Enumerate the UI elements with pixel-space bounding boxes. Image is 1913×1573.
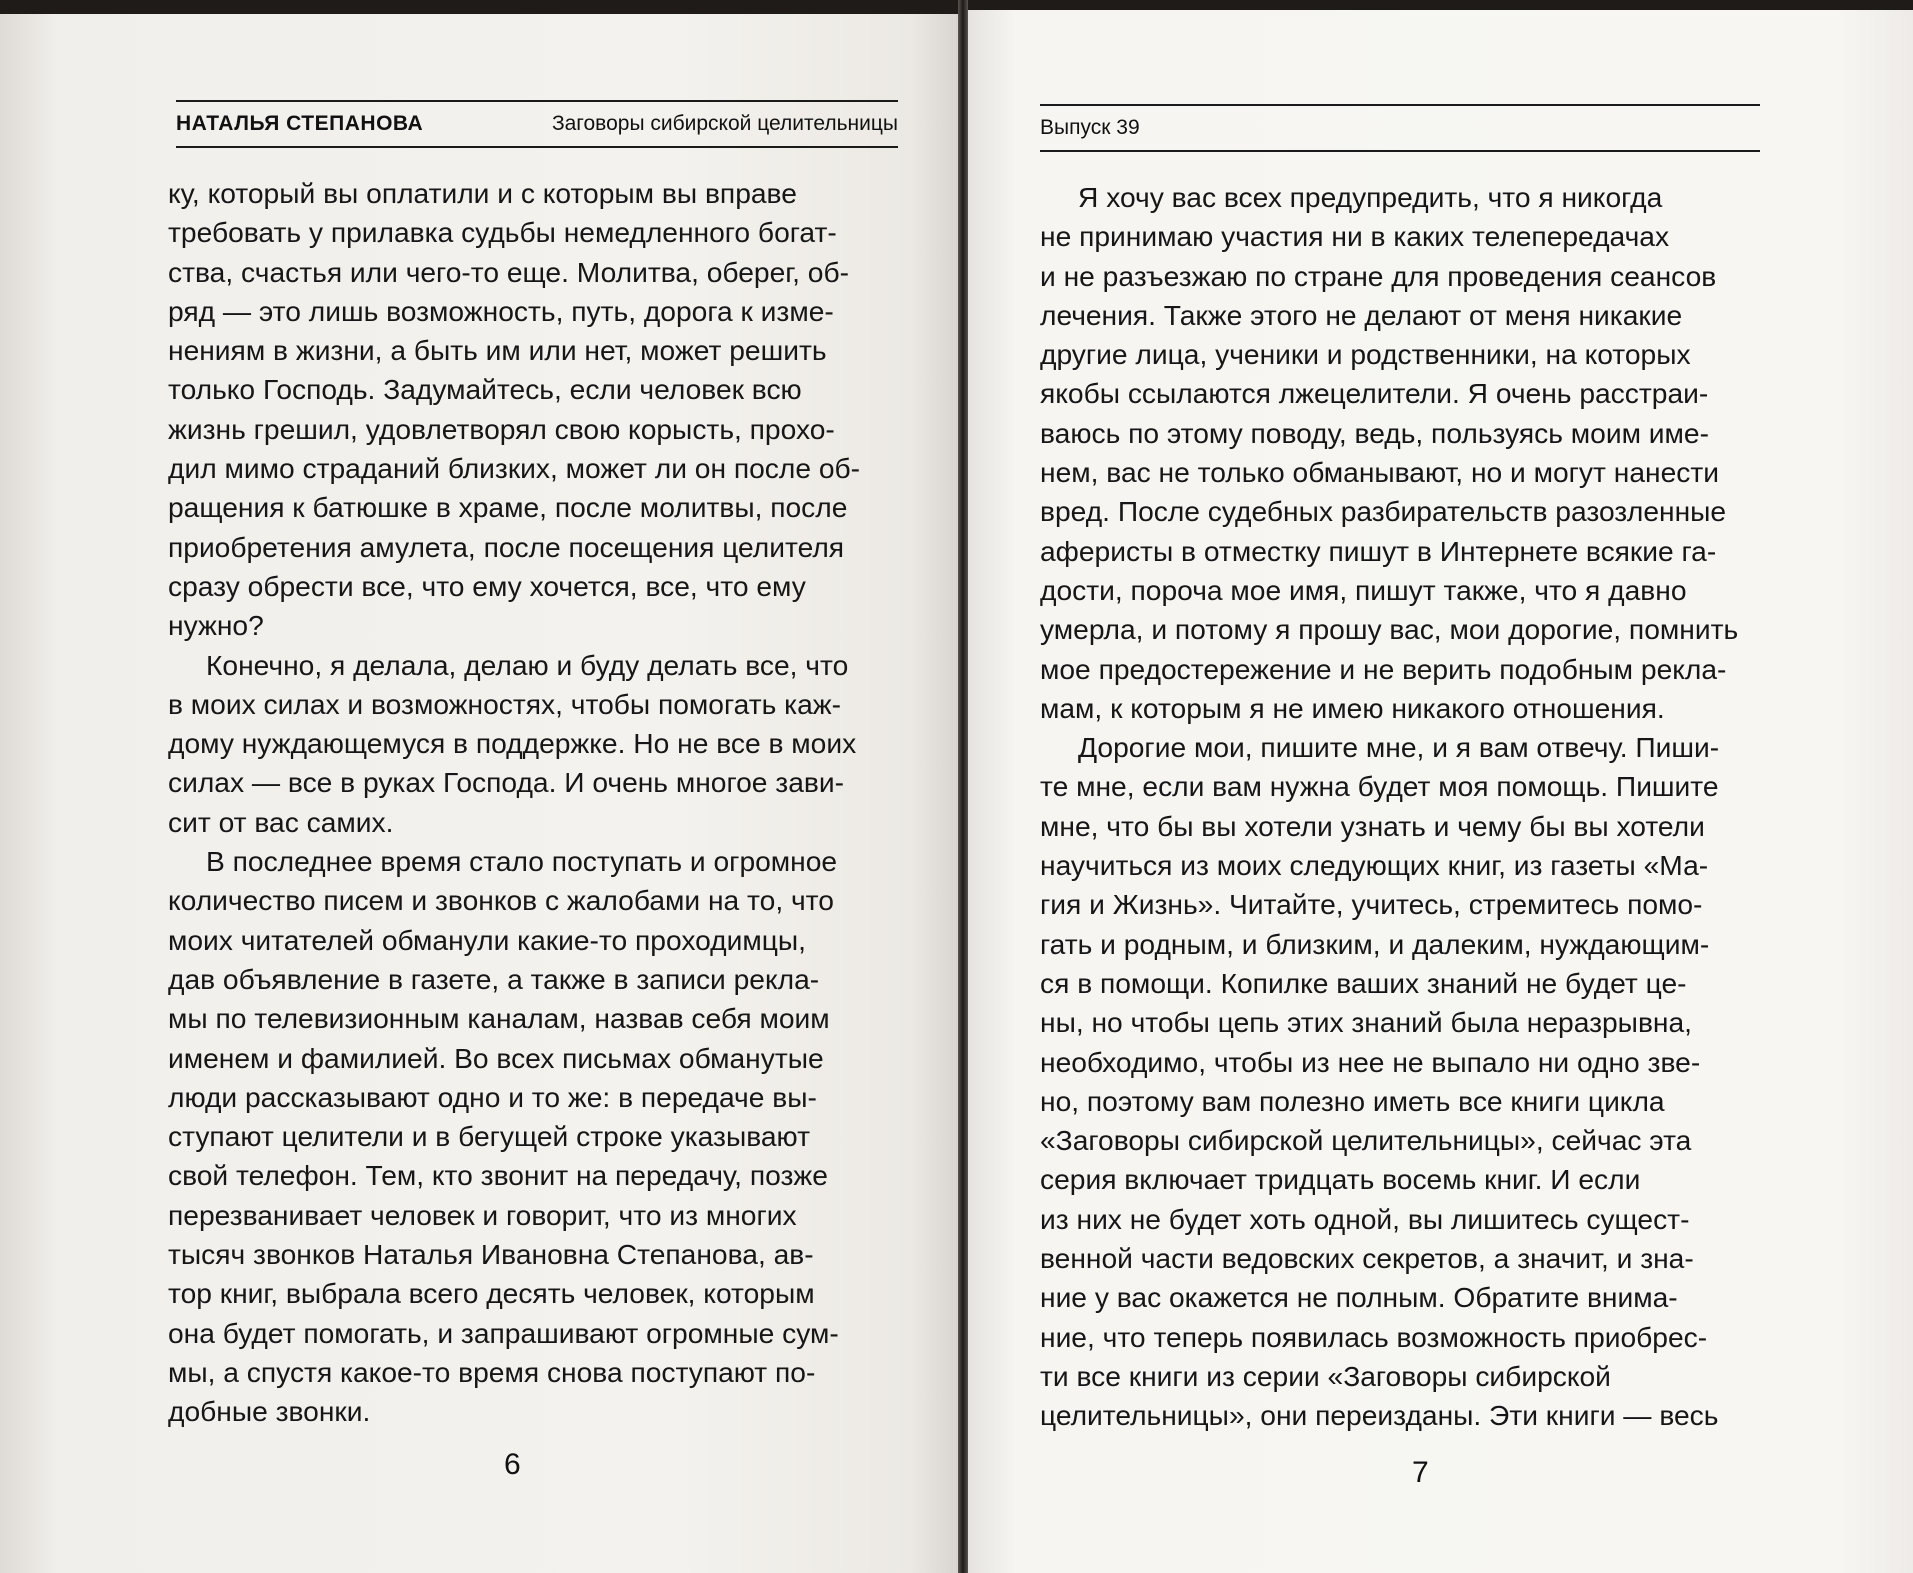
- paragraph: ку, который вы оплатили и с которым вы вправе требовать у прилавка судьбы немедленного богат- ства, счастья или чего-то еще. Молитва, оберег, об- ряд — это лишь возможность, путь, дорога к изме- нениям в жизни, а быть им или нет, может решить только Господь. Задумайтесь, если человек всю жизнь грешил, удовлетворял свою корысть, прохо- дил мимо страданий близких, может ли он после об- ращения к батюшке в храме, после молитвы, после приобретения амулета, после посещения целителя сразу обрести все, что ему хочется, все, что ему нужно?: [168, 177, 861, 642]
- issue-number: Выпуск 39: [1040, 116, 1140, 139]
- left-page: [0, 14, 958, 1573]
- body-text: [1040, 178, 1764, 1436]
- series-title: Заговоры сибирской целительницы: [551, 112, 898, 135]
- paragraph: В последнее время стало поступать и огромное количество писем и звонков с жалобами на то, что моих читателей обманули какие-то проходимцы, дав объявление в газете, а также в записи рекла- мы по телевизионным каналам, назвав себя моим именем и фамилией. Во всех письмах обманутые люди рассказывают одно и то же: в передаче вы- ступают целители и в бегущей строке указывают свой телефон. Тем, кто звонит на передачу, позже перезванивает человек и говорит, что из многих тысяч звонков Наталья Ивановна Степанова, ав- тор книг, выбрала всего десять человек, которым она будет помогать, и запрашивают огромные сум- мы, а спустя какое-то время снова поступают по- добные звонки.: [168, 845, 839, 1428]
- running-header: [176, 100, 898, 148]
- page-number: 7: [1412, 1456, 1429, 1489]
- paragraph: Дорогие мои, пишите мне, и я вам отвечу. Пиши- те мне, если вам нужна будет моя помощь. Пишите мне, что бы вы хотели узнать и чему бы вы хотели научиться из моих следующих книг, из газеты «Ма- гия и Жизнь». Читайте, учитесь, стремитесь помо- гать и родным, и близким, и далеким, нуждающим- ся в помощи. Копилке ваших знаний не будет це- ны, но чтобы цепь этих знаний была неразрывна, необходимо, чтобы из нее не выпало ни одно зве- но, поэтому вам полезно иметь все книги цикла «Заговоры сибирской целительницы», сейчас эта серия включает тридцать восемь книг. И если из них не будет хоть одной, вы лишитесь сущест- венной части ведовских секретов, а значит, и зна- ние у вас окажется не полным. Обратите внима- ние, что теперь появилась возможность приобрес- ти все книги из серии «Заговоры сибирской целительницы», они переизданы. Эти книги — весь: [1040, 731, 1720, 1432]
- page-number: 6: [504, 1448, 521, 1481]
- author-name: НАТАЛЬЯ СТЕПАНОВА: [176, 112, 424, 135]
- running-header: [1040, 104, 1760, 152]
- right-page: [968, 10, 1913, 1573]
- book-gutter: [958, 0, 968, 1573]
- paragraph: Я хочу вас всех предупредить, что я никогда не принимаю участия ни в каких телепередачах и не разъезжаю по стране для проведения сеансов лечения. Также этого не делают от меня никакие другие лица, ученики и родственники, на которых якобы ссылаются лжецелители. Я очень расстраи- ваюсь по этому поводу, ведь, пользуясь моим име- нем, вас не только обманывают, но и могут нанести вред. После судебных разбирательств разозленные аферисты в отместку пишут в Интернете всякие га- дости, пороча мое имя, пишут также, что я давно умерла, и потому я прошу вас, мои дорогие, помнить мое предостережение и не верить подобным рекла- мам, к которым я не имею никакого отношения.: [1040, 181, 1739, 724]
- paragraph: Конечно, я делала, делаю и буду делать все, что в моих силах и возможностях, чтобы помогать каж- дому нуждающемуся в поддержке. Но не все в моих силах — все в руках Господа. И очень многое зави- сит от вас самих.: [168, 648, 857, 838]
- body-text: [168, 174, 896, 1432]
